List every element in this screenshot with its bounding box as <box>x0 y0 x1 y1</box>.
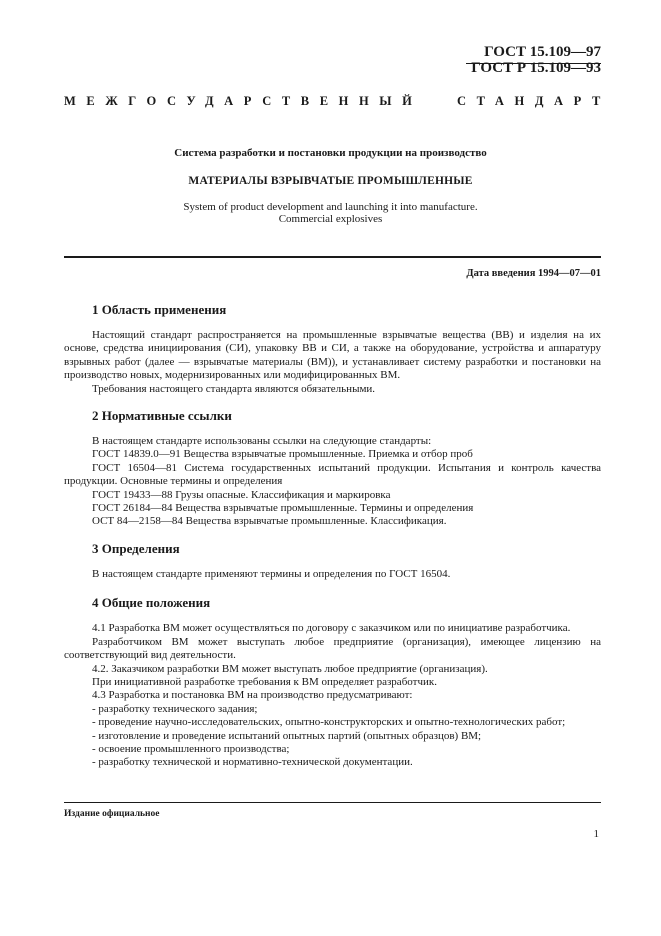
paragraph: Разработчиком ВМ может выступать любое предприятие (организация), имеющее лицензию на соответствующий вид деятельности. <box>64 635 601 662</box>
list-item: - разработку технической и нормативно-технической документации. <box>92 756 413 769</box>
list-item: - разработку технического задания; <box>92 702 258 715</box>
footer-rule <box>64 802 601 803</box>
section-heading: 3 Определения <box>92 540 180 556</box>
paragraph: В настоящем стандарте применяют термины и определения по ГОСТ 16504. <box>92 567 451 580</box>
section-references <box>64 408 601 529</box>
list-item: - освоение промышленного производства; <box>92 742 290 755</box>
reference-item: ГОСТ 26184—84 Вещества взрывчатые промышленные. Термины и определения <box>92 502 474 515</box>
page-number: 1 <box>593 828 599 840</box>
standard-type-word2: СТАНДАРТ <box>456 94 611 108</box>
english-title <box>0 201 661 225</box>
reference-item: ГОСТ 19433—88 Грузы опасные. Классификация и маркировка <box>92 488 391 501</box>
paragraph: При инициативной разработке требования к ВМ определяет разработчик. <box>92 675 437 688</box>
section-heading: 4 Общие положения <box>92 595 211 611</box>
title-rule <box>64 256 601 258</box>
gost-russia-code: ГОСТ Р 15.109—93 <box>471 60 601 76</box>
section-definitions <box>64 541 601 581</box>
reference-item: ГОСТ 16504—81 Система государственных испытаний продукции. Испытания и контроль качества продукции. Основные термины и определения <box>64 461 601 488</box>
paragraph: В настоящем стандарте использованы ссылки на следующие стандарты: <box>92 435 432 448</box>
reference-item: ОСТ 84—2158—84 Вещества взрывчатые промышленные. Классификация. <box>92 515 447 528</box>
section-general <box>64 595 601 769</box>
gost-codes <box>471 44 601 76</box>
official-edition-label: Издание официальное <box>64 809 160 819</box>
english-title-line1: System of product development and launching it into manufacture. <box>183 201 478 213</box>
reference-item: ГОСТ 14839.0—91 Вещества взрывчатые промышленные. Приемка и отбор проб <box>92 448 473 461</box>
paragraph: 4.2. Заказчиком разработки ВМ может выступать любое предприятие (организация). <box>92 662 488 675</box>
section-heading: 1 Область применения <box>92 302 227 317</box>
list-item: - изготовление и проведение испытаний опытных партий (опытных образцов) ВМ; <box>92 729 482 742</box>
paragraph: Настоящий стандарт распространяется на промышленные взрывчатые вещества (ВВ) и изделия на их основе, средства инициирования (СИ), упаковку ВВ и СИ, а также на оборудование, устройства и аппаратуру взрывных работ (далее — взрывчатые материалы (ВМ)), и устанавливает систему разработки и постановки на производство новых, модернизированных или модифицированных ВМ. <box>64 329 601 382</box>
standard-type-word1: МЕЖГОСУДАРСТВЕННЫЙ <box>64 94 423 108</box>
header-rule <box>466 63 601 64</box>
document-body <box>64 302 601 779</box>
english-title-line2: Commercial explosives <box>278 213 383 225</box>
section-scope <box>64 302 601 396</box>
paragraph: Требования настоящего стандарта являются обязательными. <box>92 382 376 395</box>
list-item: - проведение научно-исследовательских, опытно-конструкторских и опытно-технологических работ; <box>92 716 566 729</box>
standard-type-banner <box>64 94 611 112</box>
paragraph: 4.1 Разработка ВМ может осуществляться по договору с заказчиком или по инициативе разработчика. <box>92 622 571 635</box>
system-title: Система разработки и постановки продукции на производство <box>174 147 487 159</box>
paragraph: 4.3 Разработка и постановка ВМ на производство предусматривают: <box>92 689 413 702</box>
section-heading: 2 Нормативные ссылки <box>92 408 232 424</box>
gost-interstate-code: ГОСТ 15.109—97 <box>484 44 601 60</box>
introduction-date: Дата введения 1994—07—01 <box>466 268 601 279</box>
document-title: МАТЕРИАЛЫ ВЗРЫВЧАТЫЕ ПРОМЫШЛЕННЫЕ <box>188 175 473 187</box>
